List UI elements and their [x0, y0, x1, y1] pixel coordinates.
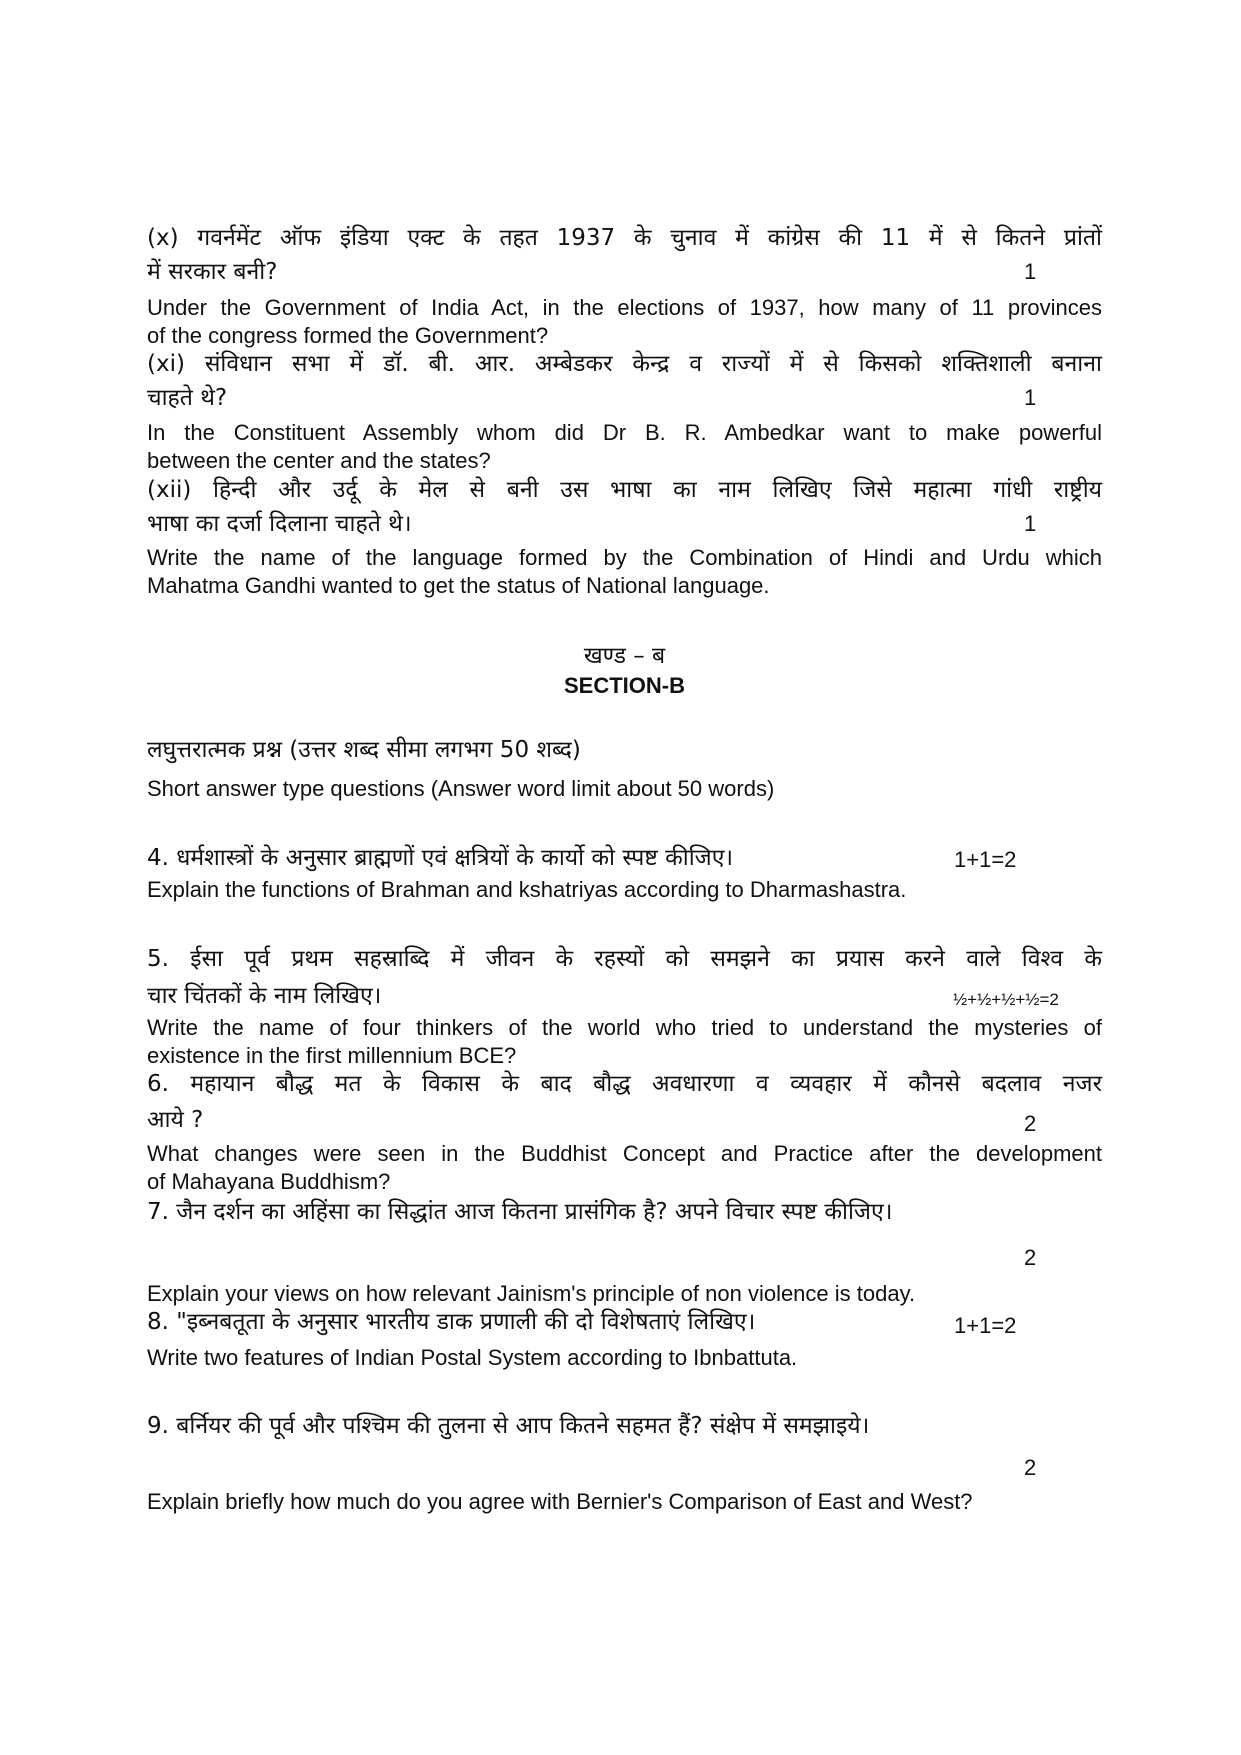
q9-marks-line — [147, 1454, 1102, 1482]
q7-english-line-1: Explain your views on how relevant Jainism's principle of non violence is today. — [147, 1281, 916, 1306]
q5-english-line-1: Write the name of four thinkers of the world who tried to understand the mysteries of — [147, 1015, 1102, 1040]
q12-hindi-line-2 — [147, 508, 1102, 540]
section-b-title: SECTION-B — [564, 673, 685, 698]
q5-marks: ½+½+½+½=2 — [953, 990, 1059, 1009]
q9-english-line-1: Explain briefly how much do you agree with Bernier's Comparison of East and West? — [147, 1489, 973, 1514]
q5-hindi-text: चार चिंतकों के नाम लिखिए। — [147, 983, 382, 1009]
q4-marks: 1+1=2 — [954, 847, 1017, 872]
q8-hindi-text: 8. "इब्नबतूता के अनुसार भारतीय डाक प्रणाली की दो विशेषताएं लिखिए। — [147, 1309, 756, 1335]
q6-hindi-line-1: 6. महायान बौद्ध मत के विकास के बाद बौद्ध अवधारणा व व्यवहार में कौनसे बदलाव नजर — [147, 1071, 1102, 1097]
q6-hindi-line-2 — [147, 1104, 1102, 1136]
q8-marks: 1+1=2 — [954, 1313, 1017, 1338]
q10-marks: 1 — [1024, 259, 1037, 284]
q4-hindi-text: 4. धर्मशास्त्रों के अनुसार ब्राह्मणों एवं क्षत्रियों के कार्यो को स्पष्ट कीजिए। — [147, 845, 734, 871]
q6-english-line-2: of Mahayana Buddhism? — [147, 1169, 391, 1194]
q10-hindi-text: में सरकार बनी? — [147, 259, 278, 285]
q11-marks: 1 — [1024, 385, 1037, 410]
section-b-hindi-title: खण्ड – ब — [583, 643, 666, 669]
q5-english-line-2: existence in the first millennium BCE? — [147, 1043, 517, 1068]
q12-hindi-line-1: (xii) हिन्दी और उर्दू के मेल से बनी उस भाषा का नाम लिखिए जिसे महात्मा गांधी राष्ट्रीय — [147, 477, 1102, 503]
q7-marks-line — [147, 1244, 1102, 1272]
exam-page — [147, 0, 1102, 1755]
section-b-instructions: Short answer type questions (Answer word limit about 50 words) — [147, 776, 775, 801]
q12-marks: 1 — [1024, 511, 1037, 536]
q12-english-line-2: Mahatma Gandhi wanted to get the status of National language. — [147, 573, 770, 598]
q6-marks: 2 — [1024, 1111, 1037, 1136]
q10-english-line-2: of the congress formed the Government? — [147, 323, 549, 348]
q4-hindi-line-1 — [147, 842, 1102, 874]
q9-marks: 2 — [1024, 1455, 1037, 1480]
q4-english-line-1: Explain the functions of Brahman and kshatriyas according to Dharmashastra. — [147, 877, 907, 902]
q5-hindi-line-2 — [147, 980, 1102, 1012]
q11-english-line-1: In the Constituent Assembly whom did Dr B. R. Ambedkar want to make powerful — [147, 420, 1102, 445]
q10-hindi-line-2 — [147, 256, 1102, 288]
q11-hindi-line-2 — [147, 382, 1102, 414]
q10-hindi-line-1: (x) गवर्नमेंट ऑफ इंडिया एक्ट के तहत 1937 के चुनाव में कांग्रेस की 11 में से कितने प्रांतों — [147, 225, 1102, 251]
q11-english-line-2: between the center and the states? — [147, 448, 491, 473]
q7-marks: 2 — [1024, 1245, 1037, 1270]
q11-hindi-text: चाहते थे? — [147, 385, 228, 411]
q9-hindi-line-1: 9. बर्नियर की पूर्व और पश्चिम की तुलना से आप कितने सहमत हैं? संक्षेप में समझाइये। — [147, 1413, 870, 1439]
q8-english-line-1: Write two features of Indian Postal System according to Ibnbattuta. — [147, 1345, 798, 1370]
q11-hindi-line-1: (xi) संविधान सभा में डॉ. बी. आर. अम्बेडकर केन्द्र व राज्यों में से किसको शक्तिशाली बनाना — [147, 351, 1102, 377]
q5-hindi-line-1: 5. ईसा पूर्व प्रथम सहस्राब्दि में जीवन के रहस्यों को समझने का प्रयास करने वाले विश्व के — [147, 946, 1102, 972]
q12-hindi-text: भाषा का दर्जा दिलाना चाहते थे। — [147, 511, 412, 537]
q8-hindi-line-1 — [147, 1306, 1102, 1338]
q10-english-line-1: Under the Government of India Act, in the elections of 1937, how many of 11 provinces — [147, 295, 1102, 320]
q6-english-line-1: What changes were seen in the Buddhist Concept and Practice after the development — [147, 1141, 1102, 1166]
q12-english-line-1: Write the name of the language formed by the Combination of Hindi and Urdu which — [147, 545, 1102, 570]
section-b-hindi-instructions: लघुत्तरात्मक प्रश्न (उत्तर शब्द सीमा लगभग 50 शब्द) — [147, 737, 581, 763]
q7-hindi-line-1: 7. जैन दर्शन का अहिंसा का सिद्धांत आज कितना प्रासंगिक है? अपने विचार स्पष्ट कीजिए। — [147, 1199, 893, 1225]
q6-hindi-text: आये ? — [147, 1107, 204, 1133]
